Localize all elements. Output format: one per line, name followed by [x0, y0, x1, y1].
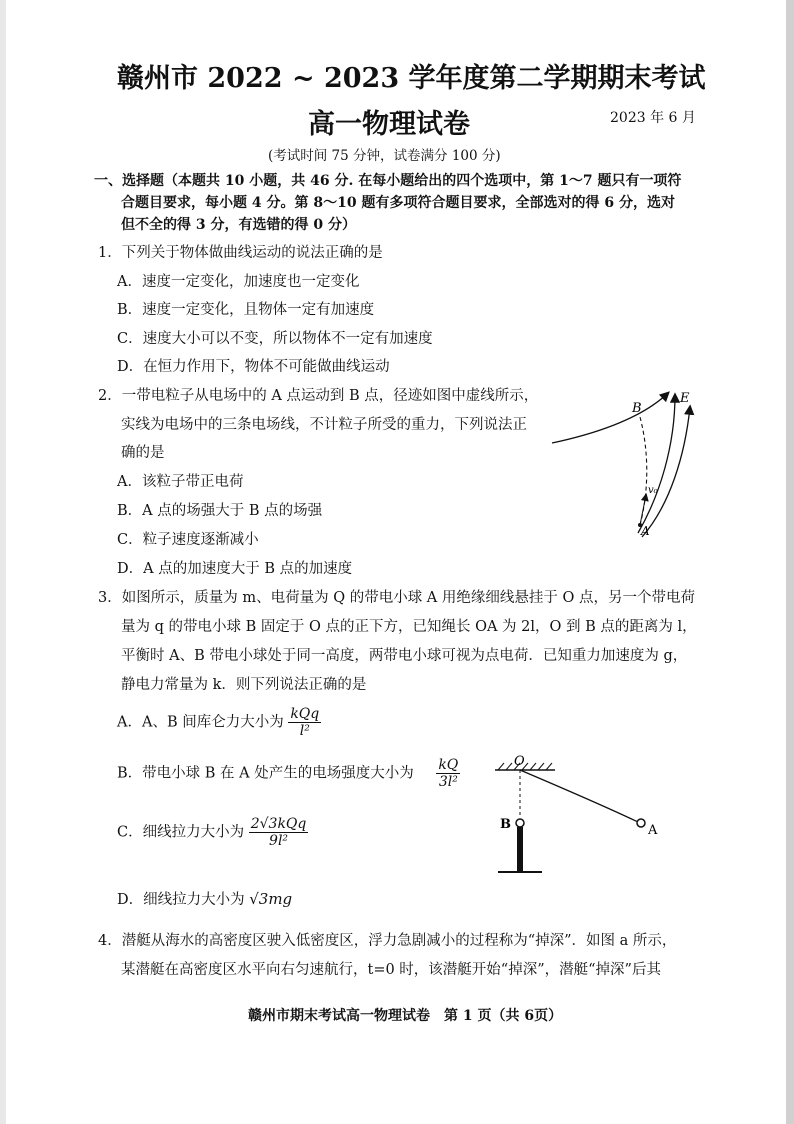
section1-line2: 合题目要求，每小题 4 分。第 8～10 题有多项符合题目要求，全部选对的得 6 分，选对: [121, 195, 675, 211]
q3-stem-line3: 平衡时 A、B 带电小球处于同一高度，两带电小球可视为点电荷．已知重力加速度为 g，: [121, 648, 688, 664]
q1-option-b: B．速度一定变化，且物体一定有加速度: [117, 302, 375, 318]
q2-stem-line1: 2．一带电粒子从电场中的 A 点运动到 B 点，径迹如图中虚线所示，: [98, 388, 539, 404]
q3-option-b-fraction: [436, 757, 460, 790]
q3-stem-line2: 量为 q 的带电小球 B 固定于 O 点的正下方，已知绳长 OA 为 2l，O 到 B 点的距离为 l，: [121, 619, 697, 635]
q1-option-a: A．速度一定变化，加速度也一定变化: [117, 274, 360, 290]
q3-option-d-text: D．细线拉力大小为: [117, 892, 245, 908]
q2-option-b: B．A 点的场强大于 B 点的场强: [117, 503, 323, 519]
support-rod: [517, 827, 523, 872]
q3-option-b-text: B．带电小球 B 在 A 处产生的电场强度大小为: [117, 765, 414, 782]
ball-a: [637, 819, 645, 827]
exam-title: 赣州市 2022 ~ 2023 学年度第二学期期末考试: [117, 63, 706, 94]
label-o: O: [514, 754, 525, 769]
exam-info: (考试时间 75 分钟，试卷满分 100 分): [268, 148, 501, 164]
string-oa: [520, 770, 638, 822]
q1-stem: 1．下列关于物体做曲线运动的说法正确的是: [98, 245, 383, 261]
q2-option-d: D．A 点的加速度大于 B 点的加速度: [117, 561, 353, 577]
q3-option-c-text: C．细线拉力大小为: [117, 824, 245, 841]
q3-option-d: [117, 888, 292, 909]
label-e: E: [680, 391, 690, 406]
q1-option-d: D．在恒力作用下，物体不可能做曲线运动: [117, 359, 390, 375]
ceiling-hatching: [498, 763, 552, 770]
q3-option-a: [117, 706, 321, 739]
q3-stem-line1: 3．如图所示，质量为 m、电荷量为 Q 的带电小球 A 用绝缘细线悬挂于 O 点，另一个带电荷: [98, 590, 695, 606]
label-b: B: [500, 817, 511, 832]
scan-right-edge: [786, 0, 794, 1124]
label-v0: v₀: [648, 485, 658, 496]
q1-option-c: C．速度大小可以不变，所以物体不一定有加速度: [117, 331, 433, 347]
paper-subtitle: 高一物理试卷: [308, 109, 470, 140]
q3-a-numerator: kQq: [290, 706, 320, 722]
q3-option-c-fraction: [249, 816, 309, 849]
q2-stem-line3: 确的是: [121, 445, 165, 461]
q3-b-denominator: 3l²: [438, 774, 458, 790]
q4-stem-line1: 4．潜艇从海水的高密度区驶入低密度区，浮力急剧减小的过程称为“掉深”．如图 a 所示，: [98, 933, 677, 949]
q3-option-a-fraction: [288, 706, 321, 739]
q2-option-c: C．粒子速度逐渐减小: [117, 532, 259, 548]
scan-left-edge: [0, 0, 6, 1124]
q3-a-denominator: l²: [299, 723, 310, 739]
q2-field-figure: [550, 385, 700, 545]
section1-line3: 但不全的得 3 分，有选错的得 0 分）: [121, 217, 356, 233]
q3-option-c: [117, 816, 308, 849]
q3-pendulum-figure: [490, 752, 680, 882]
q3-option-b: [117, 757, 460, 790]
q3-stem-line4: 静电力常量为 k．则下列说法正确的是: [121, 677, 367, 693]
field-line-1: [552, 393, 668, 443]
q2-option-a: A．该粒子带正电荷: [117, 474, 244, 490]
q3-c-denominator: 9l²: [269, 833, 289, 849]
q4-stem-line2: 某潜艇在高密度区水平向右匀速航行，t=0 时，该潜艇开始“掉深”，潜艇“掉深”后其: [121, 962, 661, 978]
field-line-2: [638, 395, 675, 533]
label-a: A: [641, 524, 650, 538]
field-line-3: [642, 407, 690, 537]
ball-b: [516, 819, 524, 827]
q3-option-d-value: √3mg: [249, 890, 293, 908]
label-b: B: [632, 401, 642, 416]
section1-line1: 一、选择题（本题共 10 小题，共 46 分. 在每小题给出的四个选项中，第 1～7 题只有一项符: [94, 173, 682, 189]
q3-b-numerator: kQ: [438, 757, 459, 773]
label-a: A: [648, 823, 658, 838]
exam-date: 2023 年 6 月: [610, 110, 696, 126]
q3-option-a-text: A．A、B 间库仑力大小为: [117, 714, 284, 731]
q3-c-numerator: 2√3kQq: [250, 816, 307, 832]
page-footer: 赣州市期末考试高一物理试卷 第 1 页（共 6页）: [248, 1008, 563, 1024]
q2-stem-line2: 实线为电场中的三条电场线，不计粒子所受的重力，下列说法正: [121, 417, 527, 433]
